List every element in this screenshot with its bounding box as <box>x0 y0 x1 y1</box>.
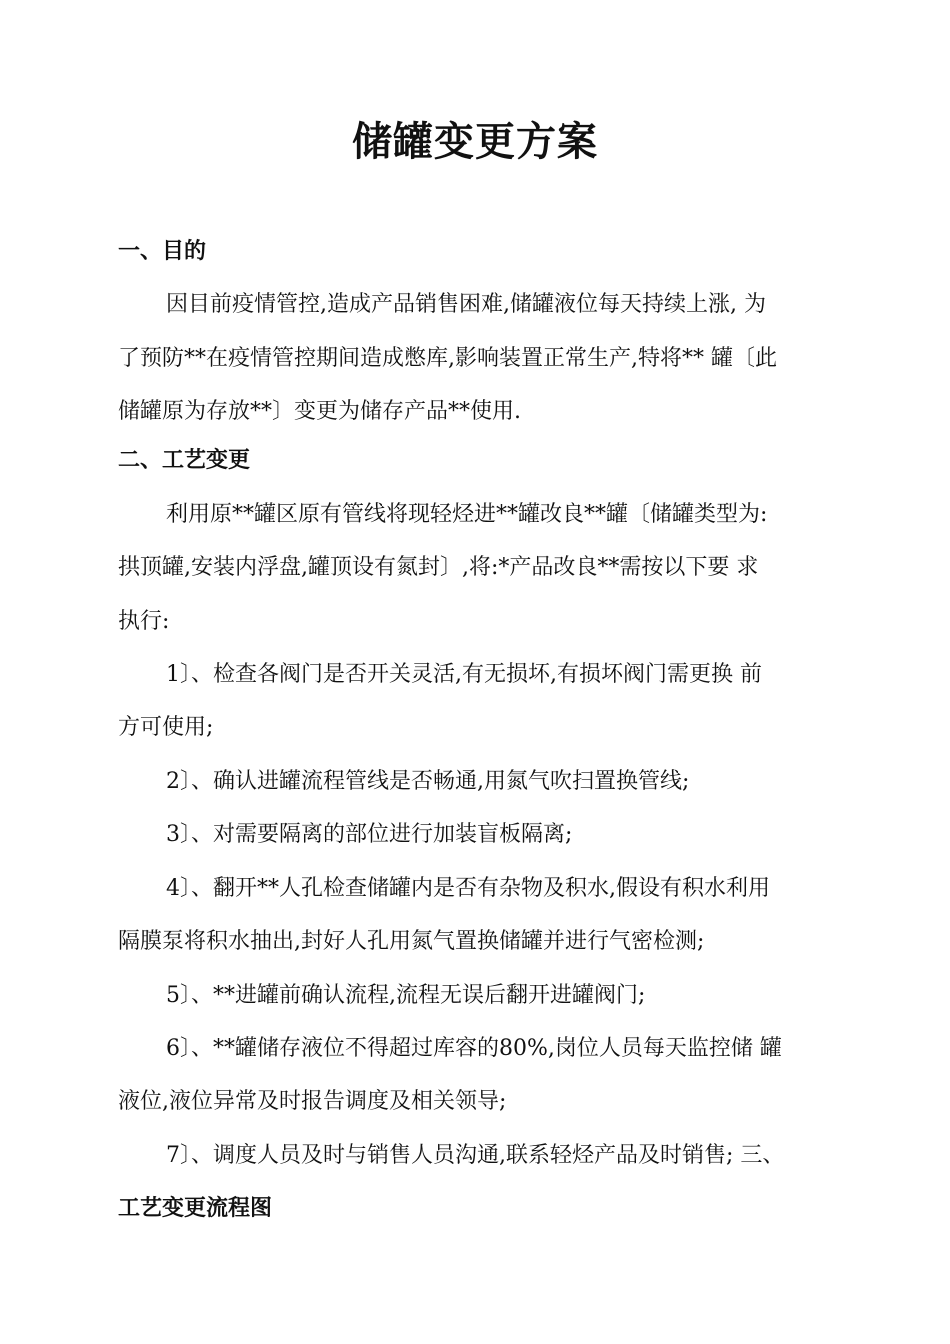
section-heading-process-change: 二、工艺变更 <box>118 448 251 473</box>
list-item: 7〕、调度人员及时与销售人员沟通,联系轻烃产品及时销售; 三、 <box>166 1143 785 1168</box>
list-item: 5〕、**进罐前确认流程,流程无误后翻开进罐阀门; <box>166 983 646 1008</box>
document-title: 储罐变更方案 <box>352 119 598 165</box>
list-item: 4〕、翻开**人孔检查储罐内是否有杂物及积水,假设有积水利用 <box>166 876 770 901</box>
list-item-continuation: 隔膜泵将积水抽出,封好人孔用氮气置换储罐并进行气密检测; <box>118 929 705 954</box>
list-item-continuation: 方可使用; <box>118 715 214 740</box>
list-item: 1〕、检查各阀门是否开关灵活,有无损坏,有损坏阀门需更换 前 <box>166 662 762 687</box>
paragraph-line: 因目前疫情管控,造成产品销售困难,储罐液位每天持续上涨, 为 <box>166 292 766 317</box>
paragraph-line: 了预防**在疫情管控期间造成憋库,影响装置正常生产,特将** 罐〔此 <box>118 346 777 371</box>
list-item-continuation: 液位,液位异常及时报告调度及相关领导; <box>118 1089 507 1114</box>
paragraph-line: 执行: <box>118 609 170 634</box>
section-heading-flowchart: 工艺变更流程图 <box>118 1196 273 1221</box>
list-item: 3〕、对需要隔离的部位进行加装盲板隔离; <box>166 822 573 847</box>
paragraph-line: 储罐原为存放**〕变更为储存产品**使用. <box>118 399 521 424</box>
section-heading-purpose: 一、目的 <box>118 239 207 264</box>
paragraph-line: 利用原**罐区原有管线将现轻烃进**罐改良**罐〔储罐类型为: <box>166 502 768 527</box>
paragraph-line: 拱顶罐,安装内浮盘,罐顶设有氮封〕,将:*产品改良**需按以下要 求 <box>118 555 759 580</box>
list-item: 6〕、**罐储存液位不得超过库容的80%,岗位人员每天监控储 罐 <box>166 1036 782 1061</box>
list-item: 2〕、确认进罐流程管线是否畅通,用氮气吹扫置换管线; <box>166 769 690 794</box>
